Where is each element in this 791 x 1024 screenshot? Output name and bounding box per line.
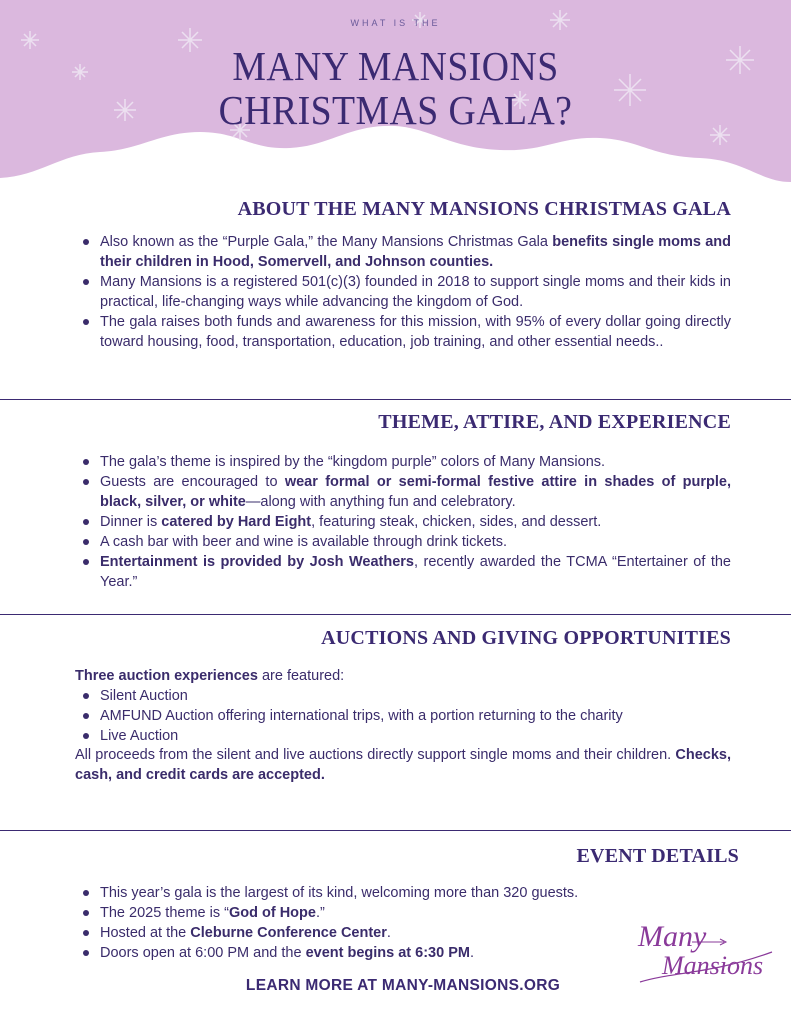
list-item: Many Mansions is a registered 501(c)(3) founded in 2018 to support single moms and their kids in practical, life-changing ways while advancing the kingdom of God.	[100, 274, 731, 310]
header-banner	[0, 0, 791, 190]
list-item: Hosted at the Cleburne Conference Center.	[100, 923, 731, 943]
auctions-intro: Three auction experiences are featured:	[75, 668, 345, 684]
auctions-list	[100, 686, 731, 746]
learn-more-link[interactable]: LEARN MORE AT MANY-MANSIONS.ORG	[245, 977, 561, 994]
list-item: The gala raises both funds and awareness for this mission, with 95% of every dollar going directly toward housing, food, transportation, education, job training, and other essential needs..	[100, 314, 731, 350]
auctions-closing: All proceeds from the silent and live auctions directly support single moms and their children. Checks, cash, and credit cards are accepted.	[75, 747, 731, 783]
header-kicker: WHAT IS THE	[350, 18, 441, 28]
list-item: Dinner is catered by Hard Eight, featuring steak, chicken, sides, and dessert.	[100, 512, 731, 532]
list-item: Entertainment is provided by Josh Weathers, recently awarded the TCMA “Entertainer of the Year.”	[100, 554, 731, 590]
svg-text:Many: Many	[638, 920, 707, 953]
list-item: The 2025 theme is “God of Hope.”	[100, 903, 731, 923]
page-title	[32, 44, 760, 132]
event-section-title: EVENT DETAILS	[576, 845, 739, 867]
title-line-2: CHRISTMAS GALA?	[218, 87, 573, 133]
section-divider	[0, 830, 791, 831]
about-section-title: ABOUT THE MANY MANSIONS CHRISTMAS GALA	[237, 198, 731, 220]
list-item: Live Auction	[100, 726, 731, 746]
auctions-section-title: AUCTIONS AND GIVING OPPORTUNITIES	[321, 627, 731, 649]
about-list	[100, 232, 731, 352]
theme-section-title: THEME, ATTIRE, AND EXPERIENCE	[378, 411, 731, 433]
section-divider	[0, 614, 791, 615]
list-item: Doors open at 6:00 PM and the event begins at 6:30 PM.	[100, 943, 731, 963]
list-item: Also known as the “Purple Gala,” the Many Mansions Christmas Gala benefits single moms and their children in Hood, Somervell, and Johnson counties.	[100, 234, 731, 270]
list-item: This year’s gala is the largest of its kind, welcoming more than 320 guests.	[100, 883, 731, 903]
list-item: The gala’s theme is inspired by the “kingdom purple” colors of Many Mansions.	[100, 452, 731, 472]
title-line-1: MANY MANSIONS	[232, 43, 559, 89]
list-item: A cash bar with beer and wine is available through drink tickets.	[100, 532, 731, 552]
list-item: AMFUND Auction offering international trips, with a portion returning to the charity	[100, 706, 731, 726]
section-divider	[0, 399, 791, 400]
theme-list	[100, 452, 731, 592]
svg-text:Mansions: Mansions	[662, 951, 764, 980]
list-item: Guests are encouraged to wear formal or semi-formal festive attire in shades of purple, black, silver, or white—along with anything fun and celebratory.	[100, 474, 731, 510]
list-item: Silent Auction	[100, 686, 731, 706]
